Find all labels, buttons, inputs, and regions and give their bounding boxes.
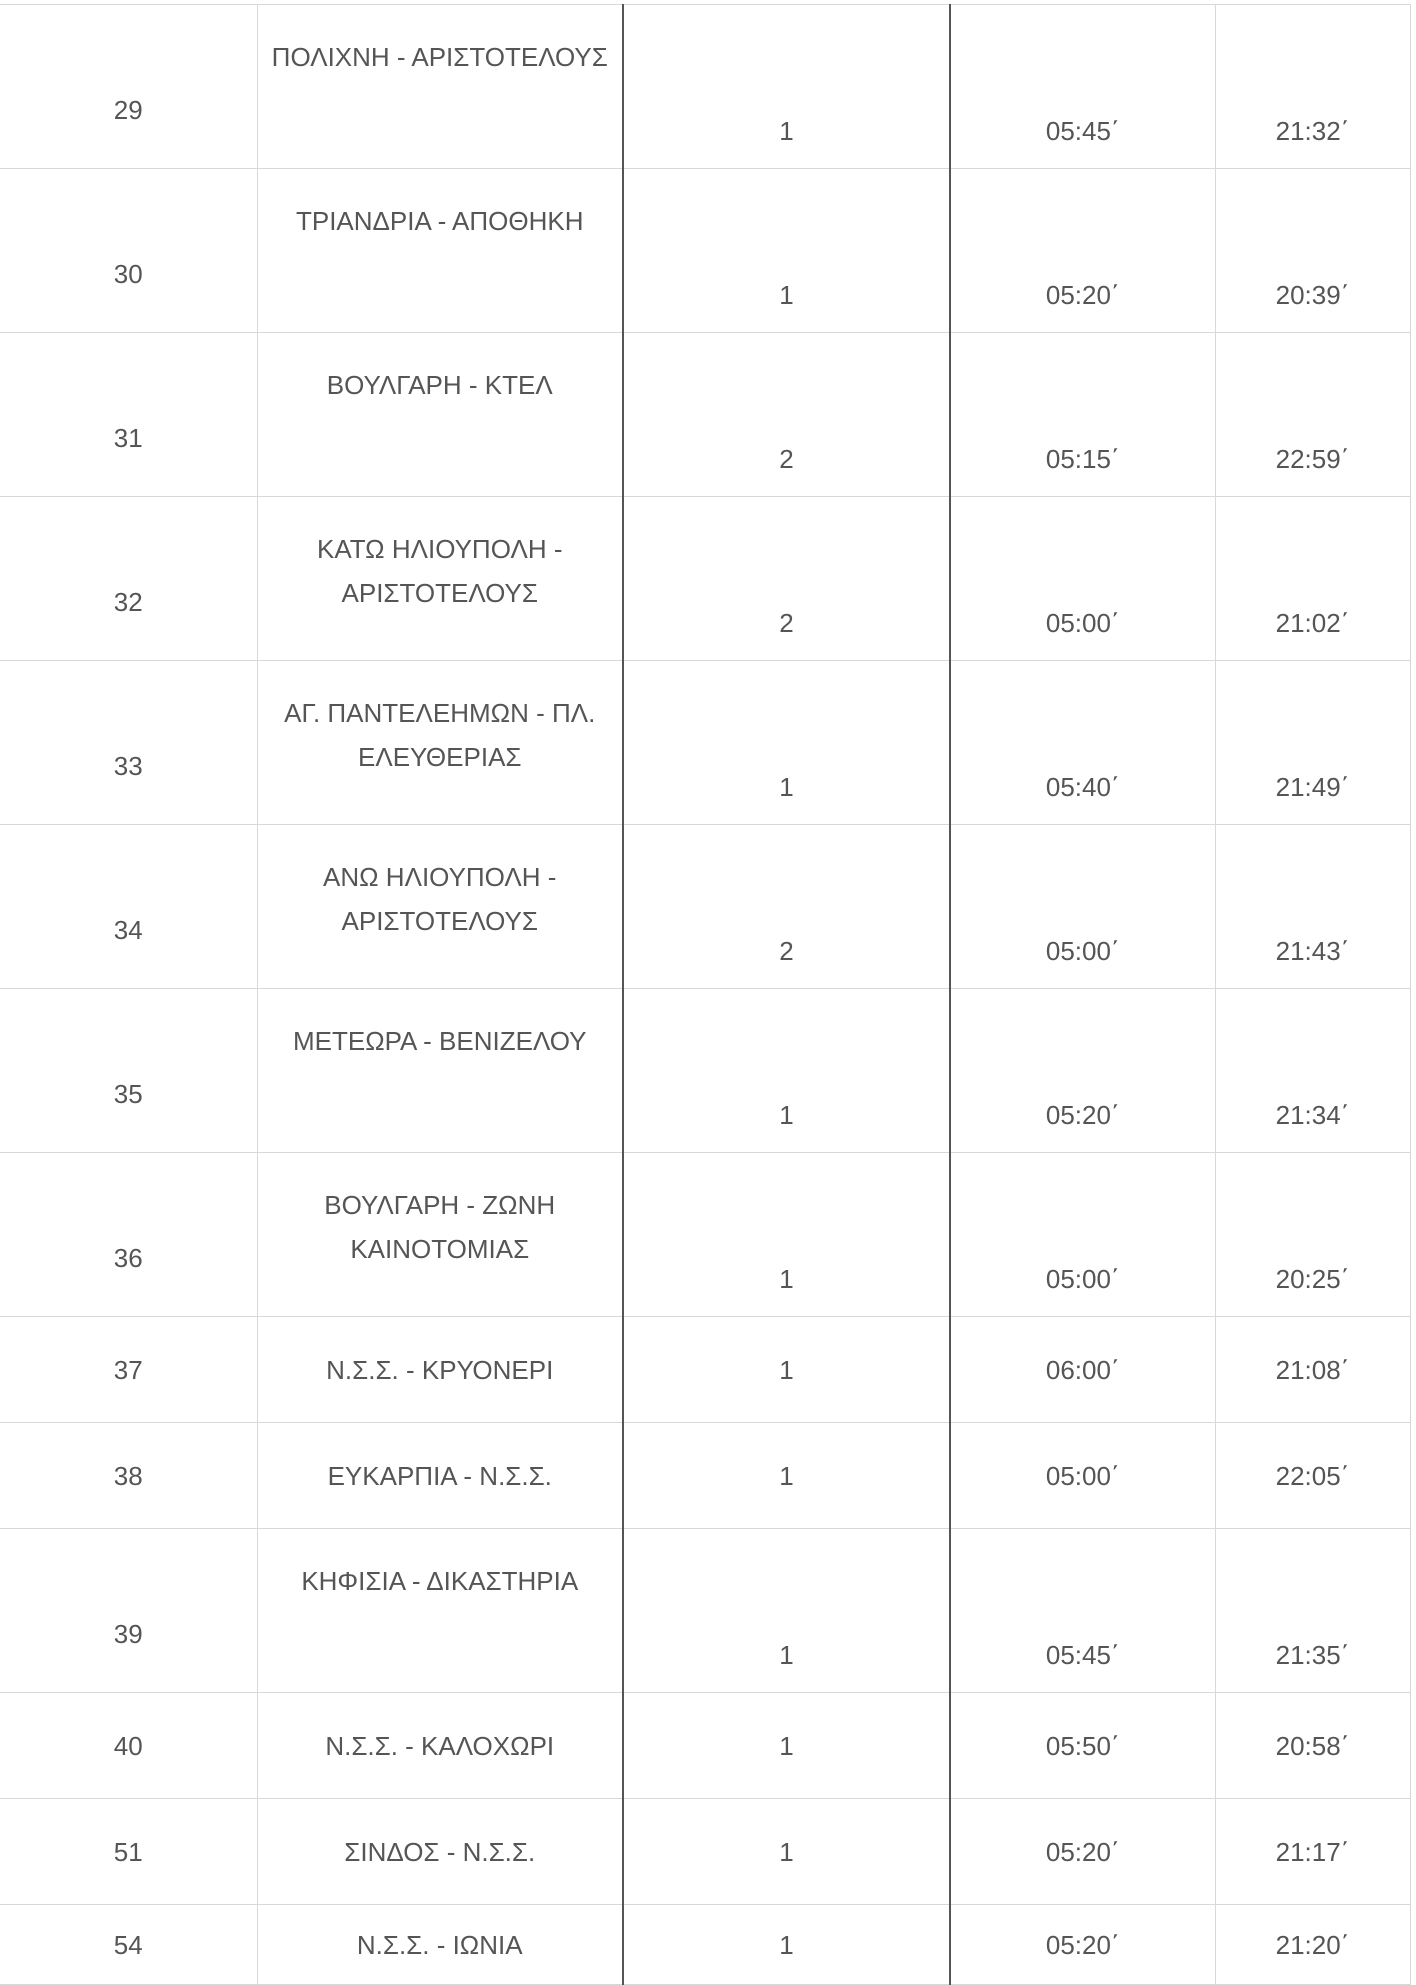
table-row [0,1317,1410,1423]
last-departure-cell: 20:39΄ [1215,169,1410,333]
first-departure-cell: 05:20΄ [950,1905,1215,1985]
table-row [0,1799,1410,1905]
table-row [0,5,1410,169]
line-number-cell: 51 [0,1799,257,1905]
vehicles-cell: 1 [623,661,950,825]
bus-schedule-table [0,4,1411,1985]
last-departure-cell: 21:17΄ [1215,1799,1410,1905]
line-number-cell: 54 [0,1905,257,1985]
vehicles-cell: 2 [623,497,950,661]
vehicles-cell: 1 [623,1153,950,1317]
vehicles-cell: 1 [623,989,950,1153]
first-departure-cell: 05:50΄ [950,1693,1215,1799]
vehicles-cell: 2 [623,333,950,497]
route-cell: ΚΑΤΩ ΗΛΙΟΥΠΟΛΗ - ΑΡΙΣΤΟΤΕΛΟΥΣ [257,497,623,661]
line-number-cell: 40 [0,1693,257,1799]
first-departure-cell: 05:00΄ [950,825,1215,989]
route-cell: Ν.Σ.Σ. - ΚΡΥΟΝΕΡΙ [257,1317,623,1423]
route-cell: Ν.Σ.Σ. - ΙΩΝΙΑ [257,1905,623,1985]
vehicles-cell: 1 [623,5,950,169]
route-cell: ΑΓ. ΠΑΝΤΕΛΕΗΜΩΝ - ΠΛ. ΕΛΕΥΘΕΡΙΑΣ [257,661,623,825]
last-departure-cell: 20:25΄ [1215,1153,1410,1317]
last-departure-cell: 21:34΄ [1215,989,1410,1153]
table-row [0,169,1410,333]
route-cell: ΜΕΤΕΩΡΑ - ΒΕΝΙΖΕΛΟΥ [257,989,623,1153]
vehicles-cell: 1 [623,1317,950,1423]
route-cell: ΒΟΥΛΓΑΡΗ - ΖΩΝΗ ΚΑΙΝΟΤΟΜΙΑΣ [257,1153,623,1317]
line-number-cell: 37 [0,1317,257,1423]
vehicles-cell: 1 [623,1423,950,1529]
first-departure-cell: 05:20΄ [950,1799,1215,1905]
first-departure-cell: 05:45΄ [950,5,1215,169]
first-departure-cell: 05:00΄ [950,1153,1215,1317]
last-departure-cell: 21:02΄ [1215,497,1410,661]
table-row [0,1423,1410,1529]
line-number-cell: 33 [0,661,257,825]
vehicles-cell: 2 [623,825,950,989]
route-cell: ΑΝΩ ΗΛΙΟΥΠΟΛΗ - ΑΡΙΣΤΟΤΕΛΟΥΣ [257,825,623,989]
line-number-cell: 36 [0,1153,257,1317]
route-cell: ΒΟΥΛΓΑΡΗ - ΚΤΕΛ [257,333,623,497]
table-row [0,1153,1410,1317]
table-row [0,333,1410,497]
vehicles-cell: 1 [623,169,950,333]
line-number-cell: 38 [0,1423,257,1529]
line-number-cell: 32 [0,497,257,661]
first-departure-cell: 05:20΄ [950,989,1215,1153]
table-row [0,661,1410,825]
route-cell: ΕΥΚΑΡΠΙΑ - Ν.Σ.Σ. [257,1423,623,1529]
route-cell: ΚΗΦΙΣΙΑ - ΔΙΚΑΣΤΗΡΙΑ [257,1529,623,1693]
vehicles-cell: 1 [623,1799,950,1905]
line-number-cell: 29 [0,5,257,169]
last-departure-cell: 21:49΄ [1215,661,1410,825]
first-departure-cell: 05:20΄ [950,169,1215,333]
line-number-cell: 34 [0,825,257,989]
table-row [0,825,1410,989]
last-departure-cell: 21:43΄ [1215,825,1410,989]
first-departure-cell: 05:00΄ [950,1423,1215,1529]
line-number-cell: 39 [0,1529,257,1693]
last-departure-cell: 22:05΄ [1215,1423,1410,1529]
line-number-cell: 31 [0,333,257,497]
route-cell: ΠΟΛΙΧΝΗ - ΑΡΙΣΤΟΤΕΛΟΥΣ [257,5,623,169]
table-row [0,1905,1410,1985]
last-departure-cell: 22:59΄ [1215,333,1410,497]
first-departure-cell: 06:00΄ [950,1317,1215,1423]
first-departure-cell: 05:15΄ [950,333,1215,497]
last-departure-cell: 21:35΄ [1215,1529,1410,1693]
line-number-cell: 30 [0,169,257,333]
last-departure-cell: 21:20΄ [1215,1905,1410,1985]
first-departure-cell: 05:00΄ [950,497,1215,661]
first-departure-cell: 05:40΄ [950,661,1215,825]
table-row [0,1693,1410,1799]
first-departure-cell: 05:45΄ [950,1529,1215,1693]
route-cell: ΣΙΝΔΟΣ - Ν.Σ.Σ. [257,1799,623,1905]
vehicles-cell: 1 [623,1693,950,1799]
last-departure-cell: 21:08΄ [1215,1317,1410,1423]
last-departure-cell: 21:32΄ [1215,5,1410,169]
line-number-cell: 35 [0,989,257,1153]
table-row [0,497,1410,661]
vehicles-cell: 1 [623,1905,950,1985]
table-row [0,989,1410,1153]
route-cell: ΤΡΙΑΝΔΡΙΑ - ΑΠΟΘΗΚΗ [257,169,623,333]
last-departure-cell: 20:58΄ [1215,1693,1410,1799]
table-row [0,1529,1410,1693]
route-cell: Ν.Σ.Σ. - ΚΑΛΟΧΩΡΙ [257,1693,623,1799]
vehicles-cell: 1 [623,1529,950,1693]
